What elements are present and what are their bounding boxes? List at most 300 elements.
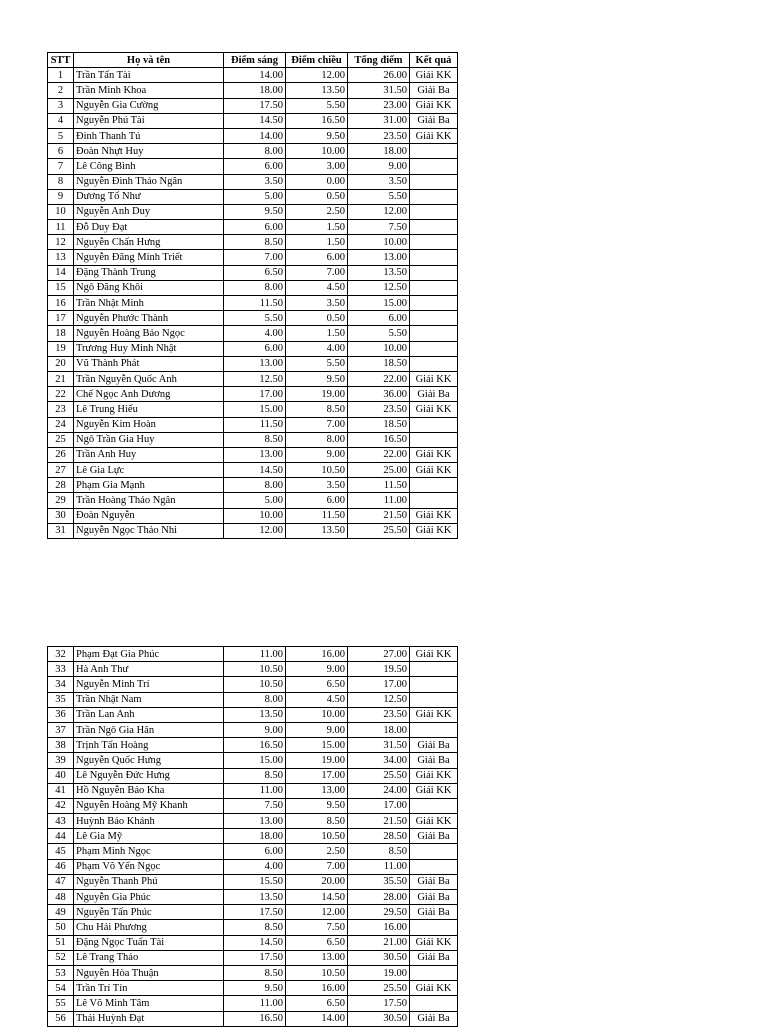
cell-name: Nguyễn Thanh Phú <box>74 874 224 889</box>
cell-result <box>410 265 458 280</box>
cell-morning-score: 10.50 <box>224 662 286 677</box>
cell-name: Hà Anh Thư <box>74 662 224 677</box>
cell-result <box>410 356 458 371</box>
cell-total-score: 21.00 <box>348 935 410 950</box>
cell-afternoon-score: 9.00 <box>286 722 348 737</box>
cell-name: Đặng Thành Trung <box>74 265 224 280</box>
cell-total-score: 26.00 <box>348 68 410 83</box>
cell-total-score: 34.00 <box>348 753 410 768</box>
cell-stt: 54 <box>48 981 74 996</box>
table-row <box>48 523 458 538</box>
cell-morning-score: 13.50 <box>224 707 286 722</box>
cell-result: Giải KK <box>410 935 458 950</box>
cell-stt: 55 <box>48 996 74 1011</box>
cell-morning-score: 11.50 <box>224 296 286 311</box>
cell-name: Nguyễn Minh Trí <box>74 677 224 692</box>
cell-total-score: 9.00 <box>348 159 410 174</box>
cell-morning-score: 16.50 <box>224 738 286 753</box>
cell-result: Giải KK <box>410 814 458 829</box>
cell-total-score: 17.00 <box>348 798 410 813</box>
table-row <box>48 432 458 447</box>
cell-afternoon-score: 9.50 <box>286 128 348 143</box>
cell-total-score: 23.50 <box>348 402 410 417</box>
table-row <box>48 417 458 432</box>
cell-name: Trần Nhật Nam <box>74 692 224 707</box>
cell-stt: 15 <box>48 280 74 295</box>
table-row <box>48 707 458 722</box>
cell-afternoon-score: 13.50 <box>286 83 348 98</box>
table-row <box>48 159 458 174</box>
cell-result: Giải KK <box>410 98 458 113</box>
table-row <box>48 204 458 219</box>
cell-afternoon-score: 1.50 <box>286 326 348 341</box>
cell-total-score: 12.50 <box>348 692 410 707</box>
cell-afternoon-score: 15.00 <box>286 738 348 753</box>
cell-morning-score: 8.50 <box>224 965 286 980</box>
table-row <box>48 738 458 753</box>
cell-name: Hồ Nguyễn Bảo Kha <box>74 783 224 798</box>
cell-stt: 45 <box>48 844 74 859</box>
cell-name: Trần Nhật Minh <box>74 296 224 311</box>
cell-total-score: 18.50 <box>348 356 410 371</box>
cell-morning-score: 13.50 <box>224 890 286 905</box>
cell-result <box>410 798 458 813</box>
cell-total-score: 6.00 <box>348 311 410 326</box>
cell-name: Dương Tố Như <box>74 189 224 204</box>
cell-total-score: 22.00 <box>348 447 410 462</box>
cell-result <box>410 220 458 235</box>
cell-name: Vũ Thành Phát <box>74 356 224 371</box>
cell-name: Trần Tấn Tài <box>74 68 224 83</box>
cell-morning-score: 8.50 <box>224 768 286 783</box>
cell-stt: 31 <box>48 523 74 538</box>
table-row <box>48 235 458 250</box>
cell-morning-score: 5.50 <box>224 311 286 326</box>
header-morning-score: Điểm sáng <box>224 53 286 68</box>
header-name: Họ và tên <box>74 53 224 68</box>
cell-result <box>410 478 458 493</box>
cell-stt: 4 <box>48 113 74 128</box>
cell-morning-score: 13.00 <box>224 814 286 829</box>
cell-name: Huỳnh Bảo Khánh <box>74 814 224 829</box>
cell-result <box>410 296 458 311</box>
cell-result <box>410 493 458 508</box>
cell-afternoon-score: 8.50 <box>286 402 348 417</box>
cell-morning-score: 18.00 <box>224 829 286 844</box>
cell-total-score: 17.00 <box>348 677 410 692</box>
cell-afternoon-score: 13.00 <box>286 950 348 965</box>
cell-total-score: 28.50 <box>348 829 410 844</box>
cell-stt: 38 <box>48 738 74 753</box>
cell-total-score: 19.00 <box>348 965 410 980</box>
cell-result <box>410 722 458 737</box>
cell-morning-score: 8.50 <box>224 920 286 935</box>
cell-name: Lê Trung Hiếu <box>74 402 224 417</box>
cell-name: Phạm Gia Mạnh <box>74 478 224 493</box>
cell-total-score: 7.50 <box>348 220 410 235</box>
cell-result <box>410 677 458 692</box>
cell-total-score: 11.00 <box>348 859 410 874</box>
cell-stt: 3 <box>48 98 74 113</box>
cell-stt: 28 <box>48 478 74 493</box>
cell-total-score: 23.50 <box>348 128 410 143</box>
cell-stt: 6 <box>48 144 74 159</box>
cell-afternoon-score: 16.00 <box>286 647 348 662</box>
cell-stt: 24 <box>48 417 74 432</box>
cell-name: Nguyễn Phước Thành <box>74 311 224 326</box>
cell-afternoon-score: 7.50 <box>286 920 348 935</box>
cell-afternoon-score: 6.50 <box>286 996 348 1011</box>
table-row <box>48 387 458 402</box>
table-row <box>48 144 458 159</box>
cell-morning-score: 4.00 <box>224 859 286 874</box>
cell-total-score: 31.50 <box>348 83 410 98</box>
table-row <box>48 447 458 462</box>
cell-afternoon-score: 4.50 <box>286 280 348 295</box>
cell-afternoon-score: 10.50 <box>286 463 348 478</box>
cell-afternoon-score: 2.50 <box>286 844 348 859</box>
cell-total-score: 30.50 <box>348 1011 410 1026</box>
cell-morning-score: 9.00 <box>224 722 286 737</box>
table-row <box>48 965 458 980</box>
cell-afternoon-score: 8.50 <box>286 814 348 829</box>
cell-total-score: 17.50 <box>348 996 410 1011</box>
cell-morning-score: 14.00 <box>224 68 286 83</box>
cell-name: Nguyễn Ngọc Thảo Nhi <box>74 523 224 538</box>
cell-stt: 42 <box>48 798 74 813</box>
cell-stt: 12 <box>48 235 74 250</box>
cell-total-score: 12.00 <box>348 204 410 219</box>
cell-afternoon-score: 4.00 <box>286 341 348 356</box>
cell-morning-score: 14.50 <box>224 113 286 128</box>
table-body-1 <box>48 68 458 539</box>
cell-total-score: 31.50 <box>348 738 410 753</box>
cell-morning-score: 11.00 <box>224 647 286 662</box>
cell-stt: 44 <box>48 829 74 844</box>
cell-name: Nguyễn Kim Hoàn <box>74 417 224 432</box>
cell-name: Nguyễn Hòa Thuận <box>74 965 224 980</box>
cell-afternoon-score: 6.00 <box>286 493 348 508</box>
cell-name: Đặng Ngọc Tuấn Tài <box>74 935 224 950</box>
table-row <box>48 83 458 98</box>
cell-afternoon-score: 14.00 <box>286 1011 348 1026</box>
cell-morning-score: 8.00 <box>224 144 286 159</box>
cell-morning-score: 6.00 <box>224 159 286 174</box>
cell-morning-score: 11.00 <box>224 783 286 798</box>
table-row <box>48 996 458 1011</box>
table-row <box>48 463 458 478</box>
cell-stt: 32 <box>48 647 74 662</box>
cell-morning-score: 10.50 <box>224 677 286 692</box>
cell-result: Giải Ba <box>410 387 458 402</box>
cell-afternoon-score: 7.00 <box>286 265 348 280</box>
cell-morning-score: 14.50 <box>224 463 286 478</box>
cell-afternoon-score: 6.50 <box>286 677 348 692</box>
cell-name: Lê Võ Minh Tâm <box>74 996 224 1011</box>
cell-result <box>410 326 458 341</box>
cell-total-score: 35.50 <box>348 874 410 889</box>
cell-afternoon-score: 13.50 <box>286 523 348 538</box>
cell-stt: 46 <box>48 859 74 874</box>
table-row <box>48 890 458 905</box>
cell-result: Giải KK <box>410 707 458 722</box>
cell-afternoon-score: 0.50 <box>286 311 348 326</box>
cell-result <box>410 692 458 707</box>
cell-name: Đỗ Duy Đạt <box>74 220 224 235</box>
cell-stt: 23 <box>48 402 74 417</box>
cell-morning-score: 15.50 <box>224 874 286 889</box>
cell-name: Lê Gia Lực <box>74 463 224 478</box>
table-row <box>48 935 458 950</box>
cell-total-score: 19.50 <box>348 662 410 677</box>
table-row <box>48 68 458 83</box>
cell-total-score: 21.50 <box>348 508 410 523</box>
cell-morning-score: 13.00 <box>224 356 286 371</box>
table-row <box>48 508 458 523</box>
cell-total-score: 27.00 <box>348 647 410 662</box>
cell-stt: 11 <box>48 220 74 235</box>
cell-stt: 43 <box>48 814 74 829</box>
cell-stt: 40 <box>48 768 74 783</box>
cell-name: Đinh Thanh Tú <box>74 128 224 143</box>
cell-total-score: 25.50 <box>348 981 410 996</box>
cell-morning-score: 6.00 <box>224 844 286 859</box>
cell-afternoon-score: 12.00 <box>286 905 348 920</box>
cell-result <box>410 965 458 980</box>
cell-morning-score: 11.50 <box>224 417 286 432</box>
cell-total-score: 28.00 <box>348 890 410 905</box>
cell-morning-score: 5.00 <box>224 493 286 508</box>
cell-morning-score: 11.00 <box>224 996 286 1011</box>
table-row <box>48 829 458 844</box>
cell-total-score: 18.50 <box>348 417 410 432</box>
cell-result: Giải Ba <box>410 753 458 768</box>
cell-result <box>410 432 458 447</box>
cell-stt: 26 <box>48 447 74 462</box>
cell-stt: 18 <box>48 326 74 341</box>
cell-result: Giải KK <box>410 523 458 538</box>
cell-result: Giải KK <box>410 402 458 417</box>
cell-result: Giải KK <box>410 463 458 478</box>
table-row <box>48 844 458 859</box>
cell-name: Chu Hải Phương <box>74 920 224 935</box>
header-row <box>48 53 458 68</box>
cell-total-score: 5.50 <box>348 189 410 204</box>
cell-stt: 21 <box>48 371 74 386</box>
cell-stt: 41 <box>48 783 74 798</box>
table-row <box>48 692 458 707</box>
cell-morning-score: 3.50 <box>224 174 286 189</box>
cell-stt: 37 <box>48 722 74 737</box>
cell-result <box>410 662 458 677</box>
table-row <box>48 874 458 889</box>
cell-result: Giải KK <box>410 68 458 83</box>
table-row <box>48 814 458 829</box>
cell-morning-score: 5.00 <box>224 189 286 204</box>
cell-morning-score: 13.00 <box>224 447 286 462</box>
cell-stt: 36 <box>48 707 74 722</box>
table-row <box>48 783 458 798</box>
cell-afternoon-score: 10.50 <box>286 965 348 980</box>
cell-result: Giải KK <box>410 508 458 523</box>
cell-afternoon-score: 0.50 <box>286 189 348 204</box>
table-row <box>48 371 458 386</box>
cell-morning-score: 17.50 <box>224 905 286 920</box>
cell-name: Trần Trí Tín <box>74 981 224 996</box>
cell-total-score: 25.50 <box>348 768 410 783</box>
cell-afternoon-score: 9.50 <box>286 371 348 386</box>
table-row <box>48 920 458 935</box>
cell-stt: 2 <box>48 83 74 98</box>
cell-total-score: 18.00 <box>348 144 410 159</box>
table-row <box>48 98 458 113</box>
cell-afternoon-score: 10.50 <box>286 829 348 844</box>
cell-afternoon-score: 13.00 <box>286 783 348 798</box>
cell-result: Giải KK <box>410 768 458 783</box>
table-row <box>48 950 458 965</box>
cell-stt: 56 <box>48 1011 74 1026</box>
cell-name: Nguyễn Tấn Phúc <box>74 905 224 920</box>
cell-stt: 7 <box>48 159 74 174</box>
cell-afternoon-score: 10.00 <box>286 707 348 722</box>
cell-total-score: 31.00 <box>348 113 410 128</box>
cell-morning-score: 9.50 <box>224 981 286 996</box>
cell-name: Nguyễn Đình Thảo Ngân <box>74 174 224 189</box>
cell-result <box>410 280 458 295</box>
cell-afternoon-score: 19.00 <box>286 387 348 402</box>
cell-total-score: 13.00 <box>348 250 410 265</box>
cell-total-score: 8.50 <box>348 844 410 859</box>
cell-result <box>410 311 458 326</box>
cell-result: Giải KK <box>410 371 458 386</box>
table-row <box>48 981 458 996</box>
cell-total-score: 10.00 <box>348 235 410 250</box>
score-table-1 <box>47 52 458 539</box>
cell-name: Trần Anh Huy <box>74 447 224 462</box>
cell-morning-score: 8.00 <box>224 280 286 295</box>
cell-morning-score: 6.50 <box>224 265 286 280</box>
cell-stt: 5 <box>48 128 74 143</box>
cell-afternoon-score: 16.00 <box>286 981 348 996</box>
header-total-score: Tổng điểm <box>348 53 410 68</box>
table-row <box>48 128 458 143</box>
cell-total-score: 15.00 <box>348 296 410 311</box>
cell-stt: 9 <box>48 189 74 204</box>
cell-name: Nguyễn Quốc Hưng <box>74 753 224 768</box>
table-row <box>48 859 458 874</box>
cell-morning-score: 10.00 <box>224 508 286 523</box>
cell-result <box>410 920 458 935</box>
cell-stt: 35 <box>48 692 74 707</box>
cell-stt: 49 <box>48 905 74 920</box>
table-row <box>48 798 458 813</box>
cell-afternoon-score: 9.50 <box>286 798 348 813</box>
cell-result <box>410 341 458 356</box>
cell-stt: 29 <box>48 493 74 508</box>
cell-afternoon-score: 7.00 <box>286 417 348 432</box>
cell-name: Nguyễn Đăng Minh Triết <box>74 250 224 265</box>
cell-stt: 52 <box>48 950 74 965</box>
cell-morning-score: 8.00 <box>224 478 286 493</box>
cell-total-score: 21.50 <box>348 814 410 829</box>
table-row <box>48 311 458 326</box>
cell-result: Giải KK <box>410 647 458 662</box>
cell-name: Đoàn Nhựt Huy <box>74 144 224 159</box>
cell-total-score: 36.00 <box>348 387 410 402</box>
cell-result: Giải Ba <box>410 890 458 905</box>
cell-total-score: 16.50 <box>348 432 410 447</box>
cell-total-score: 25.50 <box>348 523 410 538</box>
table-row <box>48 280 458 295</box>
cell-total-score: 24.00 <box>348 783 410 798</box>
cell-result: Giải KK <box>410 981 458 996</box>
table-row <box>48 174 458 189</box>
cell-stt: 51 <box>48 935 74 950</box>
cell-total-score: 29.50 <box>348 905 410 920</box>
cell-stt: 10 <box>48 204 74 219</box>
cell-stt: 39 <box>48 753 74 768</box>
table-row <box>48 250 458 265</box>
cell-name: Chế Ngọc Anh Dương <box>74 387 224 402</box>
cell-name: Trần Hoàng Thảo Ngân <box>74 493 224 508</box>
cell-name: Nguyễn Gia Cường <box>74 98 224 113</box>
cell-morning-score: 4.00 <box>224 326 286 341</box>
cell-afternoon-score: 4.50 <box>286 692 348 707</box>
cell-result: Giải Ba <box>410 905 458 920</box>
cell-stt: 8 <box>48 174 74 189</box>
cell-stt: 13 <box>48 250 74 265</box>
cell-name: Thái Huỳnh Đạt <box>74 1011 224 1026</box>
cell-stt: 17 <box>48 311 74 326</box>
cell-stt: 20 <box>48 356 74 371</box>
cell-name: Lê Trang Thảo <box>74 950 224 965</box>
cell-name: Nguyễn Anh Duy <box>74 204 224 219</box>
cell-afternoon-score: 8.00 <box>286 432 348 447</box>
cell-morning-score: 17.50 <box>224 98 286 113</box>
cell-morning-score: 15.00 <box>224 753 286 768</box>
cell-afternoon-score: 11.50 <box>286 508 348 523</box>
cell-total-score: 11.00 <box>348 493 410 508</box>
cell-total-score: 23.00 <box>348 98 410 113</box>
cell-morning-score: 8.50 <box>224 235 286 250</box>
cell-afternoon-score: 16.50 <box>286 113 348 128</box>
cell-morning-score: 7.50 <box>224 798 286 813</box>
cell-total-score: 12.50 <box>348 280 410 295</box>
cell-stt: 27 <box>48 463 74 478</box>
cell-result: Giải Ba <box>410 829 458 844</box>
cell-name: Lê Nguyễn Đức Hưng <box>74 768 224 783</box>
cell-name: Trần Ngô Gia Hân <box>74 722 224 737</box>
cell-result: Giải Ba <box>410 113 458 128</box>
cell-morning-score: 9.50 <box>224 204 286 219</box>
cell-name: Nguyễn Chấn Hưng <box>74 235 224 250</box>
cell-result <box>410 174 458 189</box>
cell-total-score: 22.00 <box>348 371 410 386</box>
table-row <box>48 722 458 737</box>
table-body-2 <box>48 647 458 1027</box>
cell-name: Trần Nguyễn Quốc Anh <box>74 371 224 386</box>
cell-morning-score: 17.50 <box>224 950 286 965</box>
table-row <box>48 662 458 677</box>
cell-afternoon-score: 0.00 <box>286 174 348 189</box>
cell-afternoon-score: 9.00 <box>286 662 348 677</box>
cell-afternoon-score: 3.50 <box>286 478 348 493</box>
cell-stt: 48 <box>48 890 74 905</box>
table-row <box>48 220 458 235</box>
cell-total-score: 30.50 <box>348 950 410 965</box>
cell-morning-score: 14.50 <box>224 935 286 950</box>
cell-result: Giải Ba <box>410 950 458 965</box>
